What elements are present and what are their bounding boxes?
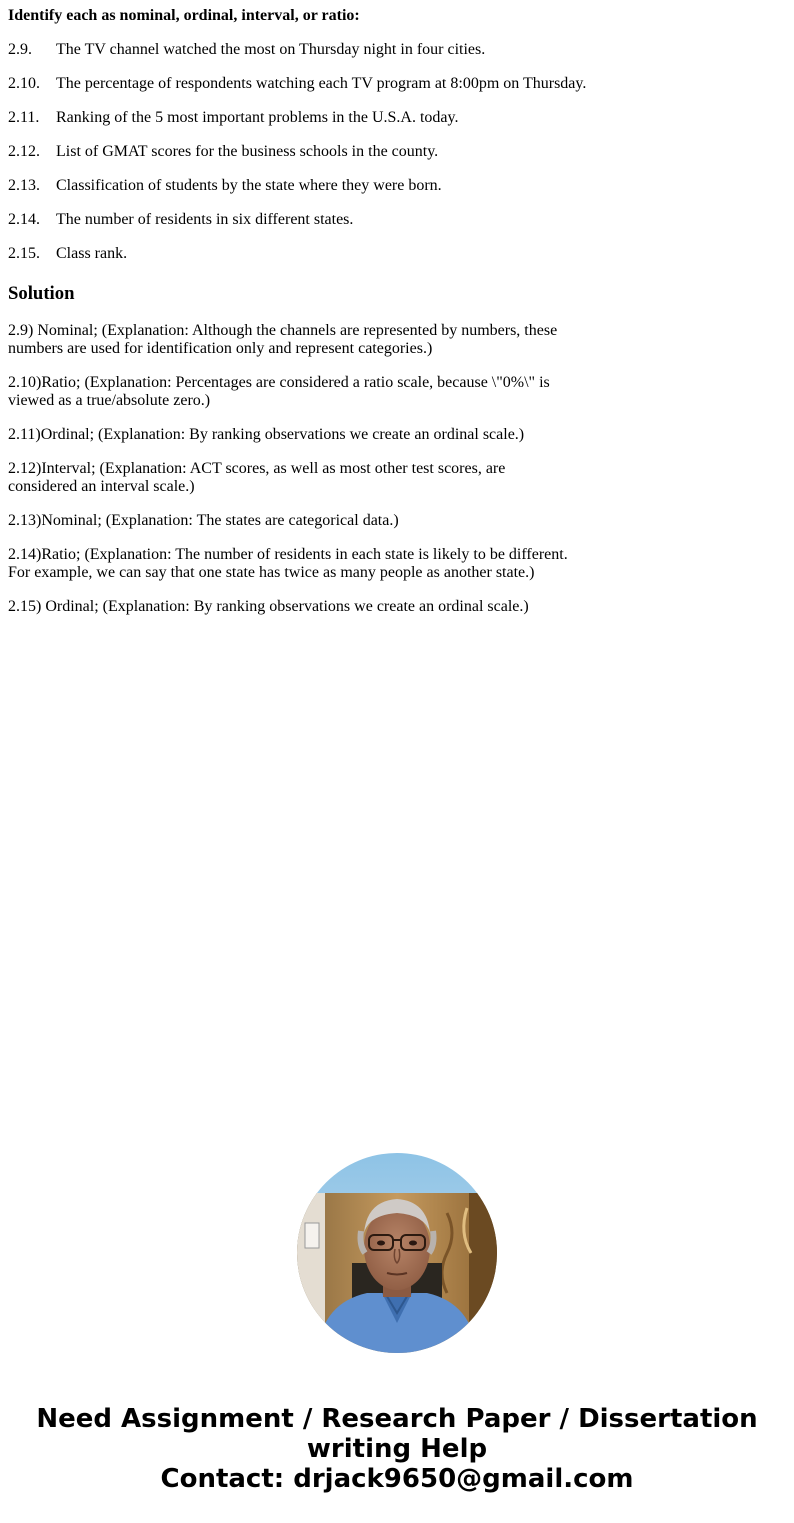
answer-item: 2.15) Ordinal; (Explanation: By ranking observations we create an ordinal scale.)	[8, 598, 529, 615]
question-number: 2.13.	[8, 177, 40, 194]
answer-item: 2.9) Nominal; (Explanation: Although the channels are represented by numbers, these numbers are used for identification only and represent categories.)	[8, 322, 558, 357]
portrait-image	[297, 1153, 497, 1353]
question-text: Ranking of the 5 most important problems in the U.S.A. today.	[56, 109, 459, 126]
separator: ,	[233, 7, 238, 24]
question-text: The TV channel watched the most on Thursday night in four cities.	[56, 41, 486, 58]
promo-line: Need Assignment / Research Paper / Dissertation	[36, 1404, 758, 1434]
promo-banner	[0, 1404, 794, 1494]
instructions-part-3: interval	[241, 7, 295, 24]
question-item	[8, 211, 353, 229]
question-number: 2.12.	[8, 143, 40, 160]
question-number: 2.10.	[8, 75, 40, 92]
question-item	[8, 143, 438, 161]
question-text: Class rank.	[56, 245, 128, 262]
answer-item: 2.11)Ordinal; (Explanation: By ranking observations we create an ordinal scale.)	[8, 426, 525, 443]
instructions-part-4: or ratio:	[302, 7, 360, 24]
instructions-part-2: ordinal	[183, 7, 234, 24]
question-number: 2.15.	[8, 245, 40, 262]
question-text: Classification of students by the state where they were born.	[56, 177, 442, 194]
separator: ,	[294, 7, 299, 24]
question-item	[8, 41, 485, 59]
promo-line: writing Help	[306, 1434, 488, 1464]
question-item	[8, 177, 442, 195]
question-text: List of GMAT scores for the business schools in the county.	[56, 143, 439, 160]
question-number: 2.11.	[8, 109, 40, 126]
contact-line: Contact: drjack9650@gmail.com	[160, 1464, 634, 1494]
question-item	[8, 75, 586, 93]
answer-item: 2.10)Ratio; (Explanation: Percentages are considered a ratio scale, because \"0%\" is viewed as a true/absolute zero.)	[8, 374, 550, 409]
question-number: 2.9.	[8, 41, 32, 58]
question-item	[8, 245, 127, 263]
instructions-part-1: Identify each as nominal	[8, 7, 176, 24]
instructions	[8, 7, 360, 25]
question-text: The percentage of respondents watching each TV program at 8:00pm on Thursday.	[56, 75, 587, 92]
answer-item: 2.12)Interval; (Explanation: ACT scores, as well as most other test scores, are considered an interval scale.)	[8, 460, 506, 495]
question-text: The number of residents in six different states.	[56, 211, 354, 228]
question-item	[8, 109, 458, 127]
separator: ,	[175, 7, 180, 24]
author-photo	[297, 1153, 497, 1353]
answer-item: 2.14)Ratio; (Explanation: The number of residents in each state is likely to be different. For example, we can say that one state has twice as many people as another state.)	[8, 546, 568, 581]
solution-heading: Solution	[8, 283, 75, 304]
answer-item: 2.13)Nominal; (Explanation: The states are categorical data.)	[8, 512, 399, 529]
question-number: 2.14.	[8, 211, 40, 228]
